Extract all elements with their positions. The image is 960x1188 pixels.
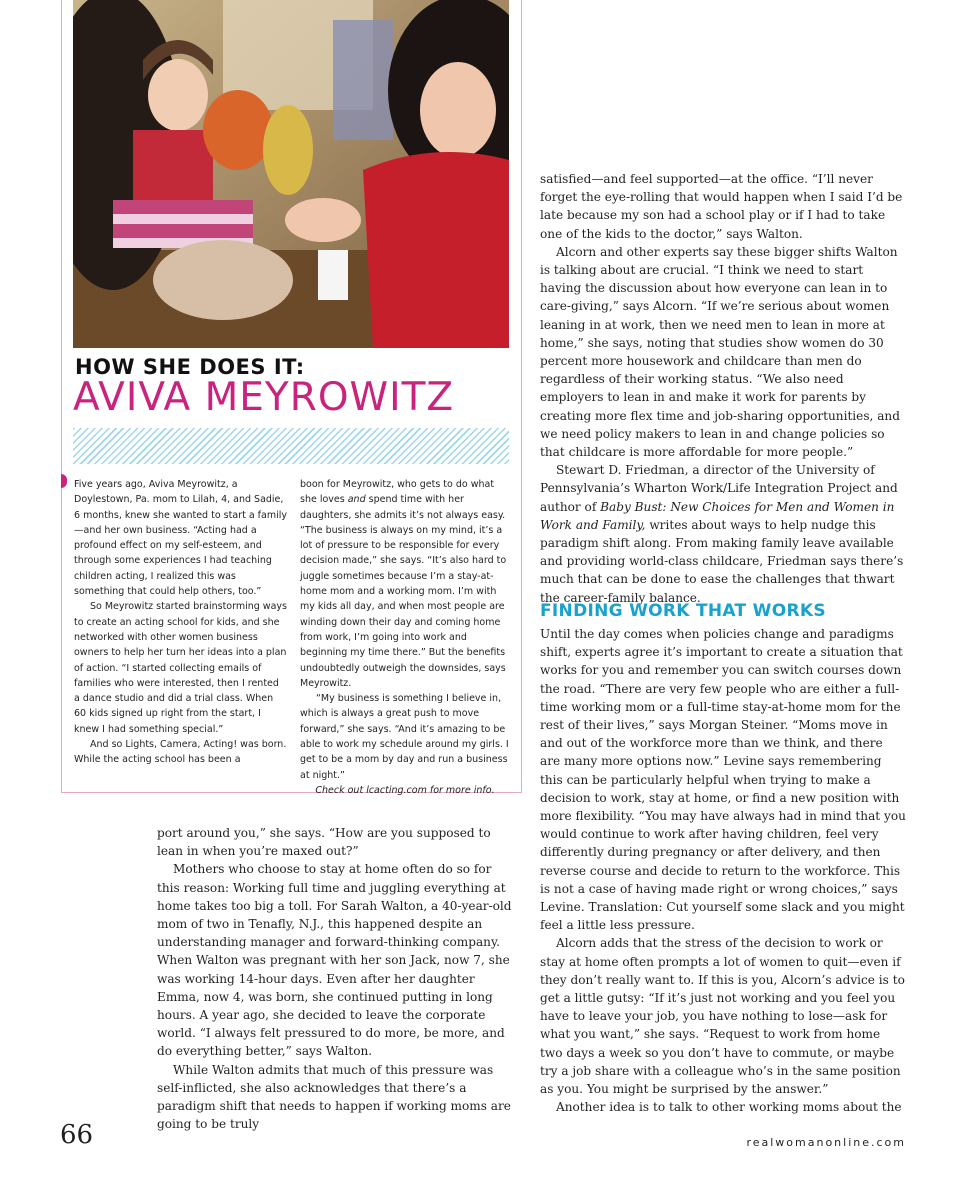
page-number: 66 (60, 1120, 94, 1150)
text-run: Stewart D. Friedman, a director of the University of Pennsylvania’s Wharton Work/Life Integration Project and author of (540, 463, 898, 514)
text-run: boon for Meyrowitz, who gets to do what she loves (300, 479, 495, 506)
article-paragraph: Alcorn and other experts say these bigger shifts Walton is talking about are crucial. “I think we need to start having the discussion about how everyone can lean in to care-giving,” says Alcorn. “If we’re serious about women leaning in at work, then we need men to lean in more at home,” she says, noting that studies show women do 30 percent more housework and childcare than men do regardless of their working status. “We also need employers to lean in and make it work for parents by creating more flex time and job-sharing opportunities, and we need policy makers to lean in and change policies so that childcare is more affordable for more people.” (540, 244, 900, 460)
text-run: writes about ways to help nudge this paradigm shift along. From making family leave available and providing world-class childcare, Friedman says there’s much that can be done to ease the challenges that thwart the career-family balance. (540, 517, 904, 605)
sidebar-paragraph: So Meyrowitz started brainstorming ways to create an acting school for kids, and she networked with other women business owners to help her turn her ideas into a plan of action. “I started collecting emails of families who were interested, then I rented a dance studio and did a trial class. When 60 kids signed up right from the start, I knew I had something special.” (74, 601, 287, 735)
sidebar-paragraph (300, 477, 510, 691)
footer-url: realwomanonline.com (746, 1136, 906, 1149)
article-paragraph: Alcorn adds that the stress of the decision to work or stay at home often prompts a lot of women to quit—even if they don’t really want to. If this is you, Alcorn’s advice is to get a little gutsy: “If it’s just not working and you feel you have to leave your job, you have nothing to lose—ask for what you want,” she says. “Request to work from home two days a week so you don’t have to commute, or maybe try a job share with a colleague who’s in the same position as you. You might be surprised by the answer.” (540, 936, 905, 1097)
article-right-column-top (540, 170, 906, 607)
sidebar-paragraph: Five years ago, Aviva Meyrowitz, a Doylestown, Pa. mom to Lilah, 4, and Sadie, 6 months, knew she wanted to start a family—and her own business. “Acting had a profound effect on my self-esteem, and through some experiences I had teaching children acting, I realized this was something that could help others, too.” (74, 479, 287, 598)
book-title: Baby Bust: New Choices for Men and Women in Work and Family, (540, 499, 895, 532)
article-right-column-bottom (540, 625, 906, 1116)
text-run: spend time with her daughters, she admits it’s not always easy. “The business is always on my mind, it’s a lot of pressure to be responsible for every decision made,” she says. “It’s also hard to juggle sometimes because I’m a stay-at-home mom and a working mom. I’m with my kids all day, and when most people are winding down their day and coming home from work, I’m going into work and beginning my time there.” But the benefits undoubtedly outweigh the downsides, says Meyrowitz. (300, 494, 507, 689)
sidebar-name-heading: AVIVA MEYROWITZ (73, 375, 455, 420)
section-subhead: FINDING WORK THAT WORKS (540, 601, 826, 621)
article-paragraph: port around you,” she says. “How are you supposed to lean in when you’re maxed out?” (157, 826, 491, 859)
article-paragraph: While Walton admits that much of this pressure was self-inflicted, she also acknowledges that there’s a paradigm shift that needs to happen if working moms are going to be truly (157, 1062, 511, 1132)
emphasis-text: and (347, 494, 366, 506)
article-paragraph: Another idea is to talk to other working moms about the (556, 1100, 902, 1115)
sidebar-paragraph: And so Lights, Camera, Acting! was born. While the acting school has been a (74, 739, 287, 766)
article-left-column (157, 824, 517, 1133)
sidebar-column-2 (300, 477, 510, 798)
decorative-hatch-band (73, 428, 509, 464)
sidebar-credit: Check out lcacting.com for more info. (315, 784, 495, 796)
article-paragraph (540, 461, 906, 607)
sidebar-column-1 (74, 477, 287, 768)
article-paragraph: Until the day comes when policies change and paradigms shift, experts agree it’s important to create a situation that works for you and remember you can switch courses down the road. “There are very few people who are either a full-time working mom or a full-time stay-at-home mom for the rest of their lives,” says Morgan Steiner. “Moms move in and out of the workforce more than we think, and there are many more options now.” Levine says remembering this can be particularly helpful when trying to make a decision to work, stay at home, or find a new position with more flexibility. “You may have always had in mind that you would continue to work after having children, feel very differently during pregnancy or after delivery, and then reverse course and decide to return to the workforce. This is not a case of having made right or wrong choices,” says Levine. Translation: Cut yourself some slack and you might feel a little less pressure. (540, 627, 906, 933)
sidebar-kicker: HOW SHE DOES IT: (75, 355, 305, 379)
sidebar-paragraph: “My business is something I believe in, which is always a great push to move forward,” she says. “And it’s amazing to be able to work my schedule around my girls. I get to be a mom by day and run a business at night.” (300, 693, 509, 781)
article-paragraph: satisfied—and feel supported—at the office. “I’ll never forget the eye-rolling that would happen when I said I’d be late because my son had a school play or if I had to take one of the kids to the doctor,” says Walton. (540, 172, 903, 241)
article-paragraph: Mothers who choose to stay at home often do so for this reason: Working full time and juggling everything at home takes too big a toll. For Sarah Walton, a 40-year-old mom of two in Tenafly, N.J., this happened despite an understanding manager and forward-thinking company. When Walton was pregnant with her son Jack, now 7, she was working 14-hour days. Even after her daughter Emma, now 4, was born, she continued putting in long hours. A year ago, she decided to leave the corporate world. “I always felt pressured to do more, be more, and do everything better,” says Walton. (157, 862, 512, 1059)
